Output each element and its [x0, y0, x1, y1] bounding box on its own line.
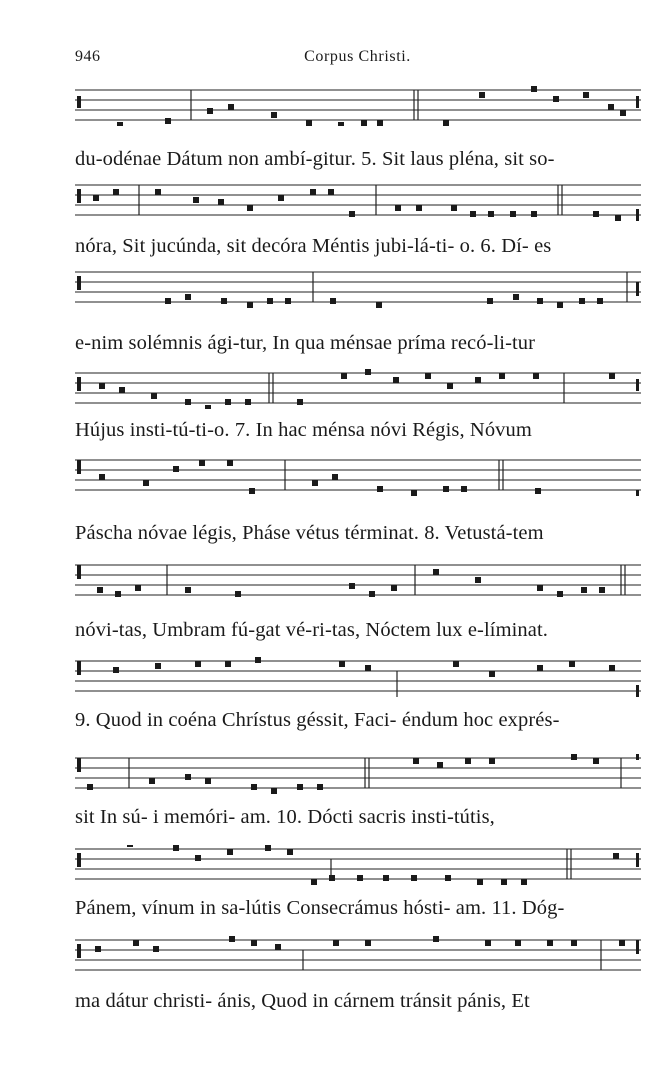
running-title: Corpus Christi. [304, 48, 411, 65]
chant-staff [75, 754, 641, 794]
chant-system [75, 86, 641, 170]
chant-staff [75, 561, 641, 601]
chant-staff [75, 369, 641, 409]
lyric-line: e-nim solémnis ági-tur, In qua ménsae príma recó-li-tur [75, 332, 536, 354]
chant-staff [75, 181, 641, 221]
chant-staff [75, 268, 641, 308]
lyric-line: sit In sú- i memóri- am. 10. Dócti sacris insti-tútis, [75, 806, 495, 828]
lyric-line: Páscha nóvae légis, Pháse vétus términat. 8. Vetustá-tem [75, 522, 544, 544]
lyric-line: nóra, Sit jucúnda, sit decóra Méntis jubi-lá-ti- o. 6. Dí- es [75, 235, 552, 257]
chant-system [75, 657, 641, 731]
chant-system [75, 936, 641, 1012]
chant-system [75, 845, 641, 919]
lyric-line: Pánem, vínum in sa-lútis Consecrámus hósti- am. 11. Dóg- [75, 897, 565, 919]
chant-system [75, 268, 641, 354]
chant-system [75, 181, 641, 257]
chant-staff [75, 845, 641, 885]
chant-system [75, 456, 641, 544]
chant-system [75, 369, 641, 441]
lyric-line: du-odénae Dátum non ambí-gitur. 5. Sit laus pléna, sit so- [75, 148, 555, 170]
chant-staff [75, 456, 641, 496]
page-header [75, 48, 640, 72]
chant-system [75, 561, 641, 641]
chant-staff [75, 657, 641, 697]
chant-staff [75, 936, 641, 976]
lyric-line: nóvi-tas, Umbram fú-gat vé-ri-tas, Nóctem lux e-líminat. [75, 619, 548, 641]
lyric-line: 9. Quod in coéna Chrístus géssit, Faci- éndum hoc exprés- [75, 709, 560, 731]
chant-staff [75, 86, 641, 126]
lyric-line: ma dátur christi- ánis, Quod in cárnem tránsit pánis, Et [75, 990, 530, 1012]
page-number: 946 [75, 48, 101, 65]
chant-system [75, 754, 641, 828]
lyric-line: Hújus insti-tú-ti-o. 7. In hac ménsa nóvi Régis, Nóvum [75, 419, 532, 441]
